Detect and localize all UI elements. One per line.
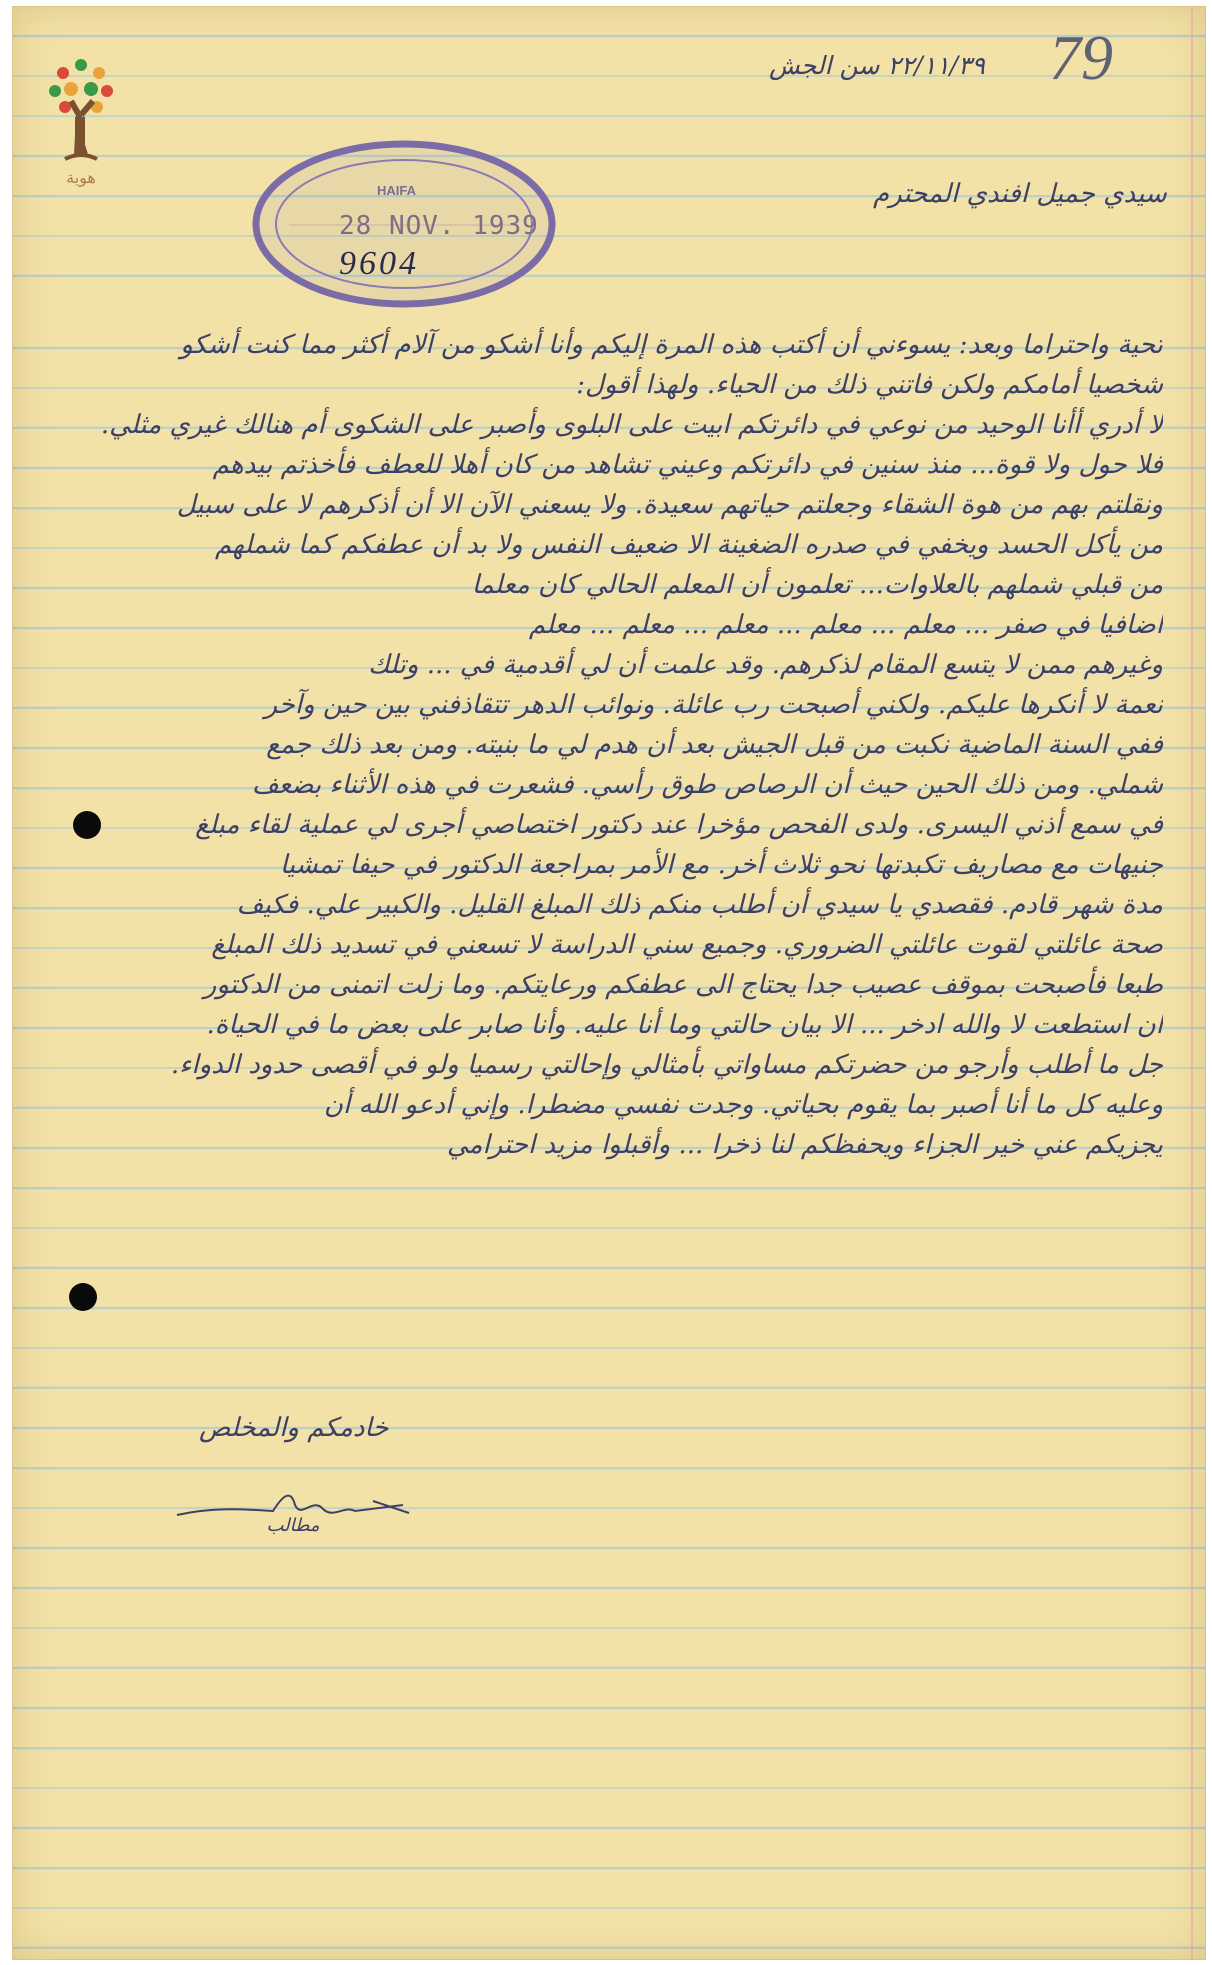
letter-line: جل ما أطلب وأرجو من حضرتكم مساواتي بأمثالي وإحالتي رسميا ولو في أقصى حدود الدواء. [170,1050,1163,1080]
signature-icon [173,1475,413,1535]
letter-line: صحة عائلتي لقوت عائلتي الضروري. وجميع سني الدراسة لا تسعني في تسديد ذلك المبلغ [211,930,1163,960]
stamp-city: HAIFA [377,183,416,198]
letter-closing: خادمكم والمخلص [199,1413,389,1443]
salutation: سيدي جميل افندي المحترم [873,179,1167,209]
letter-line: يجزيكم عني خير الجزاء ويحفظكم لنا ذخرا ... وأقبلوا مزيد احترامي [446,1130,1163,1160]
office-stamp [249,135,559,313]
letter-page [12,6,1206,1960]
letter-line: من قبلي شملهم بالعلاوات... تعلمون أن المعلم الحالي كان معلما [471,570,1163,600]
letter-line: طبعا فأصبحت بموقف عصيب جدا يحتاج الى عطفكم ورعايتكم. وما زلت اتمنى من الدكتور [203,970,1163,1000]
letter-line: ففي السنة الماضية نكبت من قبل الجيش بعد أن هدم لي ما بنيته. ومن بعد ذلك جمع [266,730,1163,760]
punch-hole [73,811,101,839]
letter-line: فلا حول ولا قوة... منذ سنين في دائرتكم وعيني تشاهد من كان أهلا للعطف فأخذتم بيدهم [212,450,1163,480]
letter-line: مدة شهر قادم. فقصدي يا سيدي أن أطلب منكم ذلك المبلغ القليل. والكبير علي. فكيف [236,890,1163,920]
stamp-registration-number: 9604 [339,245,419,282]
letter-line: تحية واحتراما وبعد: يسوءني أن أكتب هذه المرة إليكم وأنا أشكو من آلام أكثر مما كنت أشكو [180,330,1163,360]
tree-logo-icon [41,55,121,195]
letter-line: ان استطعت لا والله ادخر ... الا بيان حالتي وما أنا عليه. وأنا صابر على بعض ما في الحياة. [206,1010,1163,1040]
letter-line: شخصيا أمامكم ولكن فاتني ذلك من الحياء. ولهذا أقول: [576,370,1163,400]
stamp-date: 28 NOV. 1939 [339,211,539,241]
signature-name: مطالب [266,1515,320,1535]
letter-date: ٢٢/١١/٣٩ سن الجش [769,51,985,80]
letter-line: نعمة لا أنكرها عليكم. ولكني أصبحت رب عائلة. ونوائب الدهر تتقاذفني بين حين وآخر [264,690,1163,720]
margin-line [1191,7,1193,1959]
punch-hole [69,1283,97,1311]
letter-line: وعليه كل ما أنا أصبر بما يقوم بحياتي. وجدت نفسي مضطرا. وإني أدعو الله أن [323,1090,1163,1120]
letter-line: شملي. ومن ذلك الحين حيث أن الرصاص طوق رأسي. فشعرت في هذه الأثناء بضعف [251,770,1163,800]
letter-line: في سمع أذني اليسرى. ولدى الفحص مؤخرا عند دكتور اختصاصي أجرى لي عملية لقاء مبلغ [195,810,1163,840]
letter-line: ونقلتم بهم من هوة الشقاء وجعلتم حياتهم سعيدة. ولا يسعني الآن الا أن أذكرهم لا على سبيل [176,490,1163,520]
letter-body [53,325,1163,1165]
letter-line: جنيهات مع مصاريف تكبدتها نحو ثلاث أخر. مع الأمر بمراجعة الدكتور في حيفا تمشيا [279,850,1163,880]
letter-line: لا أدري أأنا الوحيد من نوعي في دائرتكم ابيت على البلوى وأصبر على الشكوى أم هنالك غيري مثلي. [100,410,1163,440]
svg-text:هوية: هوية [66,168,96,187]
letter-line: وغيرهم ممن لا يتسع المقام لذكرهم. وقد علمت أن لي أقدمية في ... وتلك [368,650,1163,680]
letter-line: اضافيا في صفر ... معلم ... معلم ... معلم ... معلم ... معلم [528,610,1163,640]
letter-line: من يأكل الحسد ويخفي في صدره الضغينة الا ضعيف النفس ولا بد أن عطفكم كما شملهم [215,530,1163,560]
page-number: 79 [1049,22,1113,93]
